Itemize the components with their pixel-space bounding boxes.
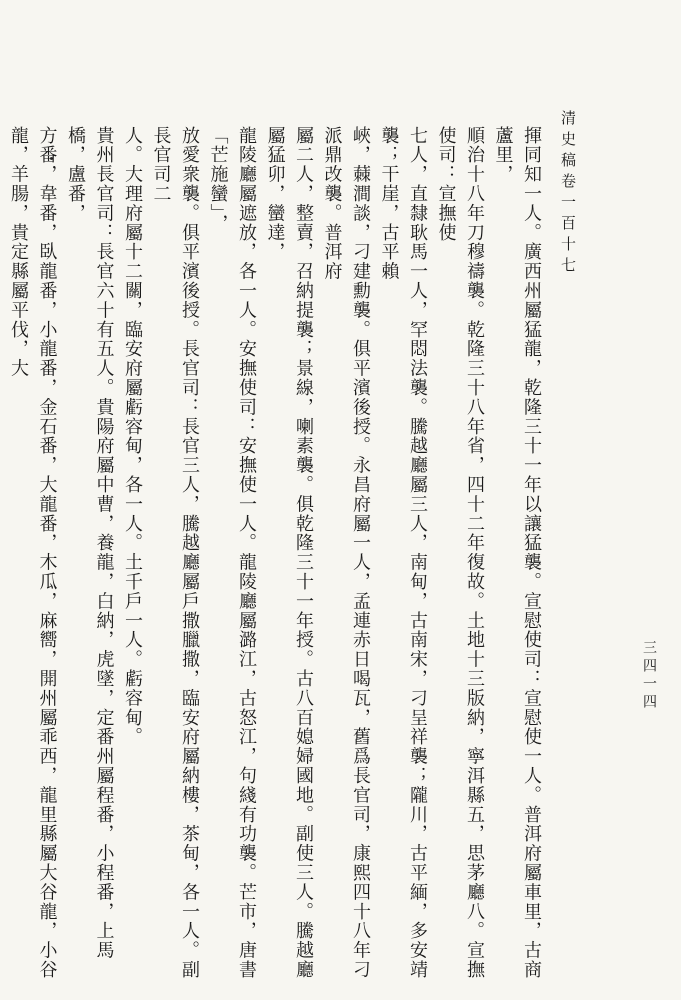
text-column-6: 龍陵廳屬遮放，各一人。安撫使司：安撫使一人。龍陵廳屬潞江，古怒江，句綫有功襲。芒市，唐書「芒施蠻」， <box>207 126 257 980</box>
text-column-1: 揮同知一人。廣西州屬猛龍，乾隆三十一年以讓猛襲。宣慰使司：宣慰使一人。普洱府屬車里，古商蘆里， <box>492 126 542 980</box>
page-number: 三四一四 <box>641 640 657 712</box>
text-column-7: 放愛衆襲。俱平濱後授。長官司：長官三人，騰越廳屬戶撒臘撒，臨安府屬納樓，茶甸，各一人。副長官司二 <box>150 126 200 980</box>
text-column-10: 方番，韋番，臥龍番，小龍番，金石番，大龍番，木瓜，麻嚮，開州屬乖西，龍里縣屬大谷龍，小谷龍，羊腸，貴定縣屬平伐，大 <box>8 126 58 980</box>
text-column-8: 人。大理府屬十二關，臨安府屬虧容甸，各一人。土千戶一人。虧容甸。 <box>122 126 143 747</box>
text-column-9: 貴州長官司：長官六十有五人。貴陽府屬中曹，養龍，白納，虎墜，定番州屬程番，小程番，上馬橋，盧番， <box>65 126 115 961</box>
text-column-4: 峽，蕀澗談，刁建勳襲。俱平濱後授。永昌府屬一人，孟連赤日喝瓦，舊爲長官司，康熙四十八年刁派鼎改襲。普洱府 <box>321 126 371 980</box>
text-column-3: 七人，直隸耿馬一人，罕悶法襲。騰越廳屬三人，南甸，古南宋，刁呈祥襲；隴川，古平緬，多安靖襲；干崖，古平賴 <box>378 126 428 980</box>
text-column-5: 屬二人，整賣，召納提襲；景線，喇素襲。俱乾隆三十一年授。古八百媳婦國地。副使三人。騰越廳屬猛卯，蠻達， <box>264 126 314 980</box>
running-header-title: 清史稿卷一百十七 <box>559 110 577 278</box>
text-column-11 <box>0 126 4 986</box>
vertical-text-body <box>8 126 545 986</box>
text-column-2: 順治十八年刀穆禱襲。乾隆三十八年省，四十二年復故。土地十三版納，寧洱縣五，思茅廳八。宣撫使司：宣撫使 <box>435 126 485 980</box>
